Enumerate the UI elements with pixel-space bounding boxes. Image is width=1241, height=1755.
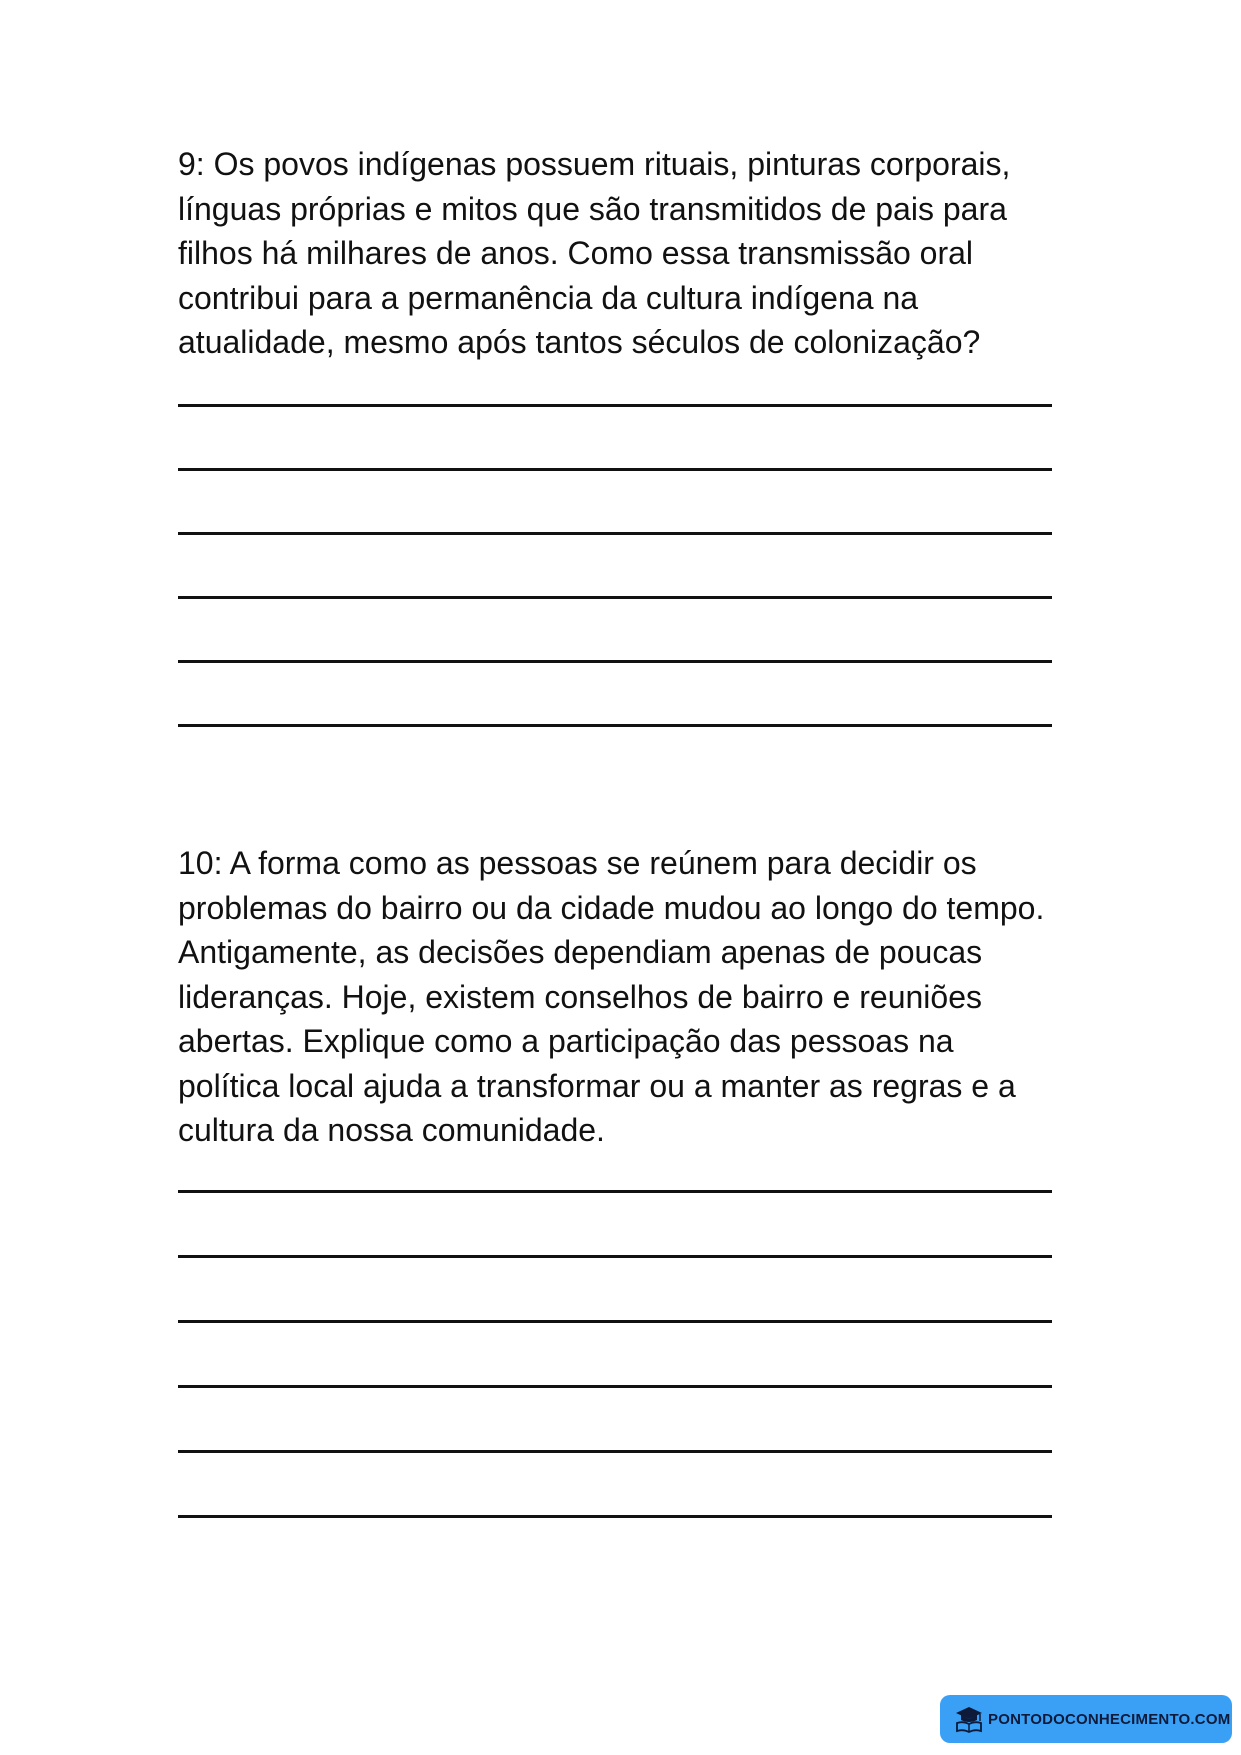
question-9-text: 9: Os povos indígenas possuem rituais, pinturas corporais, línguas próprias e mitos que são transmitidos de pais para filhos há milhares de anos. Como essa transmissão oral contribui para a permanência da cultura indígena na atualidade, mesmo após tantos séculos de colonização?	[178, 146, 1011, 360]
answer-line[interactable]	[178, 660, 1052, 663]
answer-line[interactable]	[178, 596, 1052, 599]
answer-line[interactable]	[178, 404, 1052, 407]
graduation-cap-book-icon	[954, 1705, 984, 1733]
answer-line[interactable]	[178, 1385, 1052, 1388]
answer-line[interactable]	[178, 1515, 1052, 1518]
answer-lines-question-10	[178, 1190, 1052, 1580]
answer-line[interactable]	[178, 724, 1052, 727]
question-9	[178, 142, 1058, 365]
answer-line[interactable]	[178, 1450, 1052, 1453]
answer-line[interactable]	[178, 1255, 1052, 1258]
answer-line[interactable]	[178, 532, 1052, 535]
site-badge[interactable]	[940, 1695, 1232, 1743]
answer-lines-question-9	[178, 404, 1052, 788]
answer-line[interactable]	[178, 468, 1052, 471]
site-label: PONTODOCONHECIMENTO.COM	[988, 1710, 1231, 1728]
question-10-text: 10: A forma como as pessoas se reúnem para decidir os problemas do bairro ou da cidade mudou ao longo do tempo. Antigamente, as decisões dependiam apenas de poucas lideranças. Hoje, existem conselhos de bairro e reuniões abertas. Explique como a participação das pessoas na política local ajuda a transformar ou a manter as regras e a cultura da nossa comunidade.	[178, 845, 1045, 1148]
question-10	[178, 841, 1058, 1153]
answer-line[interactable]	[178, 1320, 1052, 1323]
answer-line[interactable]	[178, 1190, 1052, 1193]
